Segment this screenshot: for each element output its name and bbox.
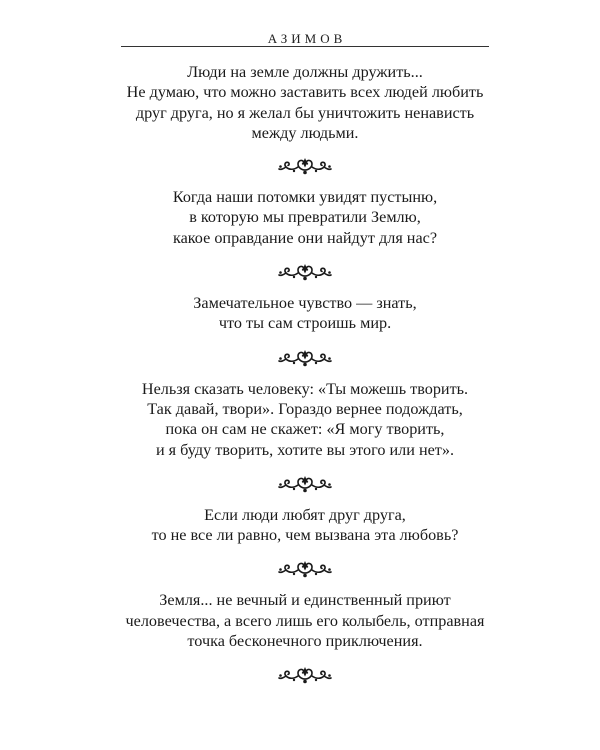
fleuron-ornament-icon <box>277 664 333 686</box>
fleuron-ornament-icon <box>277 473 333 495</box>
fleuron-ornament-icon <box>277 558 333 580</box>
fleuron-ornament-icon <box>277 261 333 283</box>
fleuron-ornament-icon <box>277 155 333 177</box>
quote-line: между людьми. <box>251 123 359 142</box>
quote-line: друг друга, но я желал бы уничтожить ненависть <box>135 103 475 122</box>
quote-block <box>100 62 510 143</box>
quote-line: Так давай, твори». Гораздо вернее подождать, <box>147 399 463 418</box>
header-rule <box>121 46 489 47</box>
quote-block <box>100 293 510 334</box>
quote-line: точка бесконечного приключения. <box>187 632 423 651</box>
quote-line: в которую мы превратили Землю, <box>189 208 421 227</box>
quote-line: что ты сам строишь мир. <box>218 314 392 333</box>
quote-line: и я буду творить, хотите вы этого или нет». <box>155 440 455 459</box>
quote-line: Когда наши потомки увидят пустыню, <box>172 188 438 207</box>
quote-line: Замечательное чувство — знать, <box>193 294 417 313</box>
fleuron-ornament-icon <box>277 347 333 369</box>
author-name-header: АЗИМОВ <box>267 31 347 46</box>
quote-line: Если люди любят друг друга, <box>204 505 406 524</box>
quote-line: Земля... не вечный и единственный приют <box>159 591 451 610</box>
quote-line: Нельзя сказать человеку: «Ты можешь творить. <box>141 379 469 398</box>
quotes-container <box>100 62 510 686</box>
quote-block <box>100 505 510 546</box>
quote-line: человечества, а всего лишь его колыбель, отправная <box>125 611 485 630</box>
quote-line: то не все ли равно, чем вызвана эта любовь? <box>151 526 459 545</box>
quote-line: Люди на земле должны дружить... <box>187 63 423 81</box>
quote-block <box>100 590 510 651</box>
quote-line: пока он сам не скажет: «Я могу творить, <box>165 420 445 439</box>
quote-line: какое оправдание они найдут для нас? <box>172 228 438 247</box>
quote-line: Не думаю, что можно заставить всех людей любить <box>126 83 484 102</box>
quote-block <box>100 379 510 460</box>
quote-block <box>100 187 510 248</box>
